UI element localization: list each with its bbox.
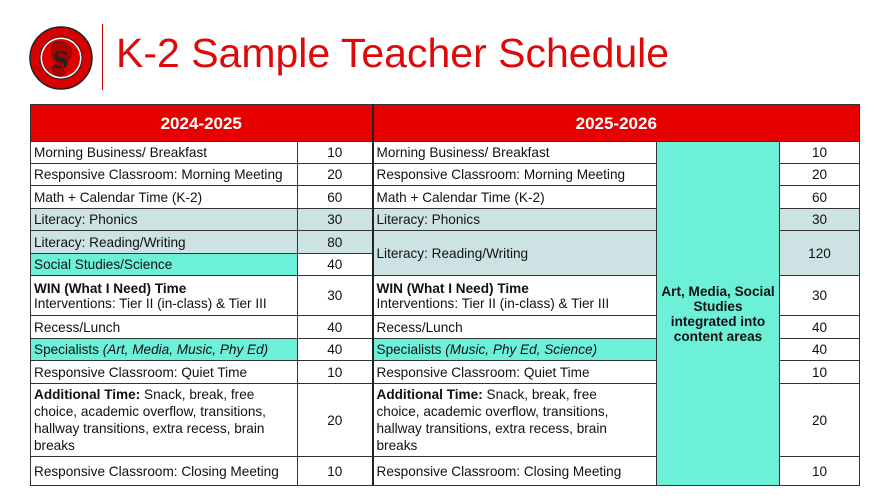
- activity-italic: (Art, Media, Music, Phy Ed): [102, 342, 269, 357]
- minutes-cell: 10: [780, 457, 860, 486]
- minutes-cell: 120: [780, 231, 860, 276]
- activity-bold: Additional Time:: [34, 387, 141, 402]
- minutes-cell: 10: [298, 142, 373, 164]
- activity-cell: Math + Calendar Time (K-2): [31, 186, 298, 209]
- activity-cell: Recess/Lunch: [373, 316, 657, 339]
- minutes-cell: 30: [298, 209, 373, 231]
- minutes-cell: 60: [780, 186, 860, 209]
- activity-cell: Math + Calendar Time (K-2): [373, 186, 657, 209]
- activity-cell: [31, 339, 298, 361]
- activity-cell: Responsive Classroom: Morning Meeting: [373, 164, 657, 186]
- minutes-cell: 30: [298, 276, 373, 316]
- year-header-2025: 2025-2026: [373, 105, 860, 142]
- integrated-note: Art, Media, Social Studies integrated into content areas: [657, 142, 780, 486]
- minutes-cell: 30: [780, 209, 860, 231]
- schedule-table: [30, 104, 860, 486]
- minutes-cell: 10: [780, 142, 860, 164]
- activity-cell: Responsive Classroom: Closing Meeting: [373, 457, 657, 486]
- minutes-cell: 80: [298, 231, 373, 254]
- minutes-cell: 10: [298, 361, 373, 384]
- minutes-cell: 20: [780, 164, 860, 186]
- activity-cell: Morning Business/ Breakfast: [31, 142, 298, 164]
- school-logo: [29, 26, 93, 90]
- activity-cell: Literacy: Phonics: [31, 209, 298, 231]
- activity-cell: Responsive Classroom: Morning Meeting: [31, 164, 298, 186]
- activity-text: Snack, break, free choice, academic overflow, transitions, hallway transitions, extra recess, brain breaks: [376, 387, 609, 453]
- activity-cell: Literacy: Reading/Writing: [373, 231, 657, 276]
- activity-cell: Responsive Classroom: Quiet Time: [373, 361, 657, 384]
- minutes-cell: 20: [780, 384, 860, 457]
- minutes-cell: 40: [780, 339, 860, 361]
- activity-cell: Literacy: Phonics: [373, 209, 657, 231]
- activity-cell: Literacy: Reading/Writing: [31, 231, 298, 254]
- activity-cell: [373, 384, 657, 457]
- minutes-cell: 40: [298, 316, 373, 339]
- activity-cell: Responsive Classroom: Quiet Time: [31, 361, 298, 384]
- minutes-cell: 10: [298, 457, 373, 486]
- activity-text: Snack, break, free choice, academic overflow, transitions, hallway transitions, extra recess, brain breaks: [34, 387, 266, 453]
- activity-cell: Social Studies/Science: [31, 254, 298, 276]
- activity-cell: Recess/Lunch: [31, 316, 298, 339]
- activity-cell: [373, 276, 657, 316]
- year-header-2024: 2024-2025: [31, 105, 373, 142]
- activity-italic: (Music, Phy Ed, Science): [445, 342, 598, 357]
- activity-text: Interventions: Tier II (in-class) & Tier III: [34, 295, 267, 311]
- activity-bold: Additional Time:: [376, 387, 483, 402]
- svg-text:S: S: [53, 48, 69, 74]
- table-row: [31, 142, 860, 164]
- minutes-cell: 20: [298, 164, 373, 186]
- activity-text: Interventions: Tier II (in-class) & Tier III: [376, 295, 610, 311]
- activity-cell: [373, 339, 657, 361]
- minutes-cell: 30: [780, 276, 860, 316]
- activity-cell: Responsive Classroom: Closing Meeting: [31, 457, 298, 486]
- minutes-cell: 60: [298, 186, 373, 209]
- minutes-cell: 40: [780, 316, 860, 339]
- page-title: K-2 Sample Teacher Schedule: [116, 30, 670, 76]
- activity-cell: [31, 384, 298, 457]
- minutes-cell: 20: [298, 384, 373, 457]
- activity-text: Specialists: [376, 342, 446, 357]
- minutes-cell: 10: [780, 361, 860, 384]
- activity-cell: Morning Business/ Breakfast: [373, 142, 657, 164]
- activity-cell: [31, 276, 298, 316]
- minutes-cell: 40: [298, 254, 373, 276]
- activity-bold: WIN (What I Need) Time: [376, 280, 529, 296]
- title-divider: [102, 24, 103, 90]
- minutes-cell: 40: [298, 339, 373, 361]
- activity-text: Specialists: [34, 342, 103, 357]
- activity-bold: WIN (What I Need) Time: [34, 280, 187, 296]
